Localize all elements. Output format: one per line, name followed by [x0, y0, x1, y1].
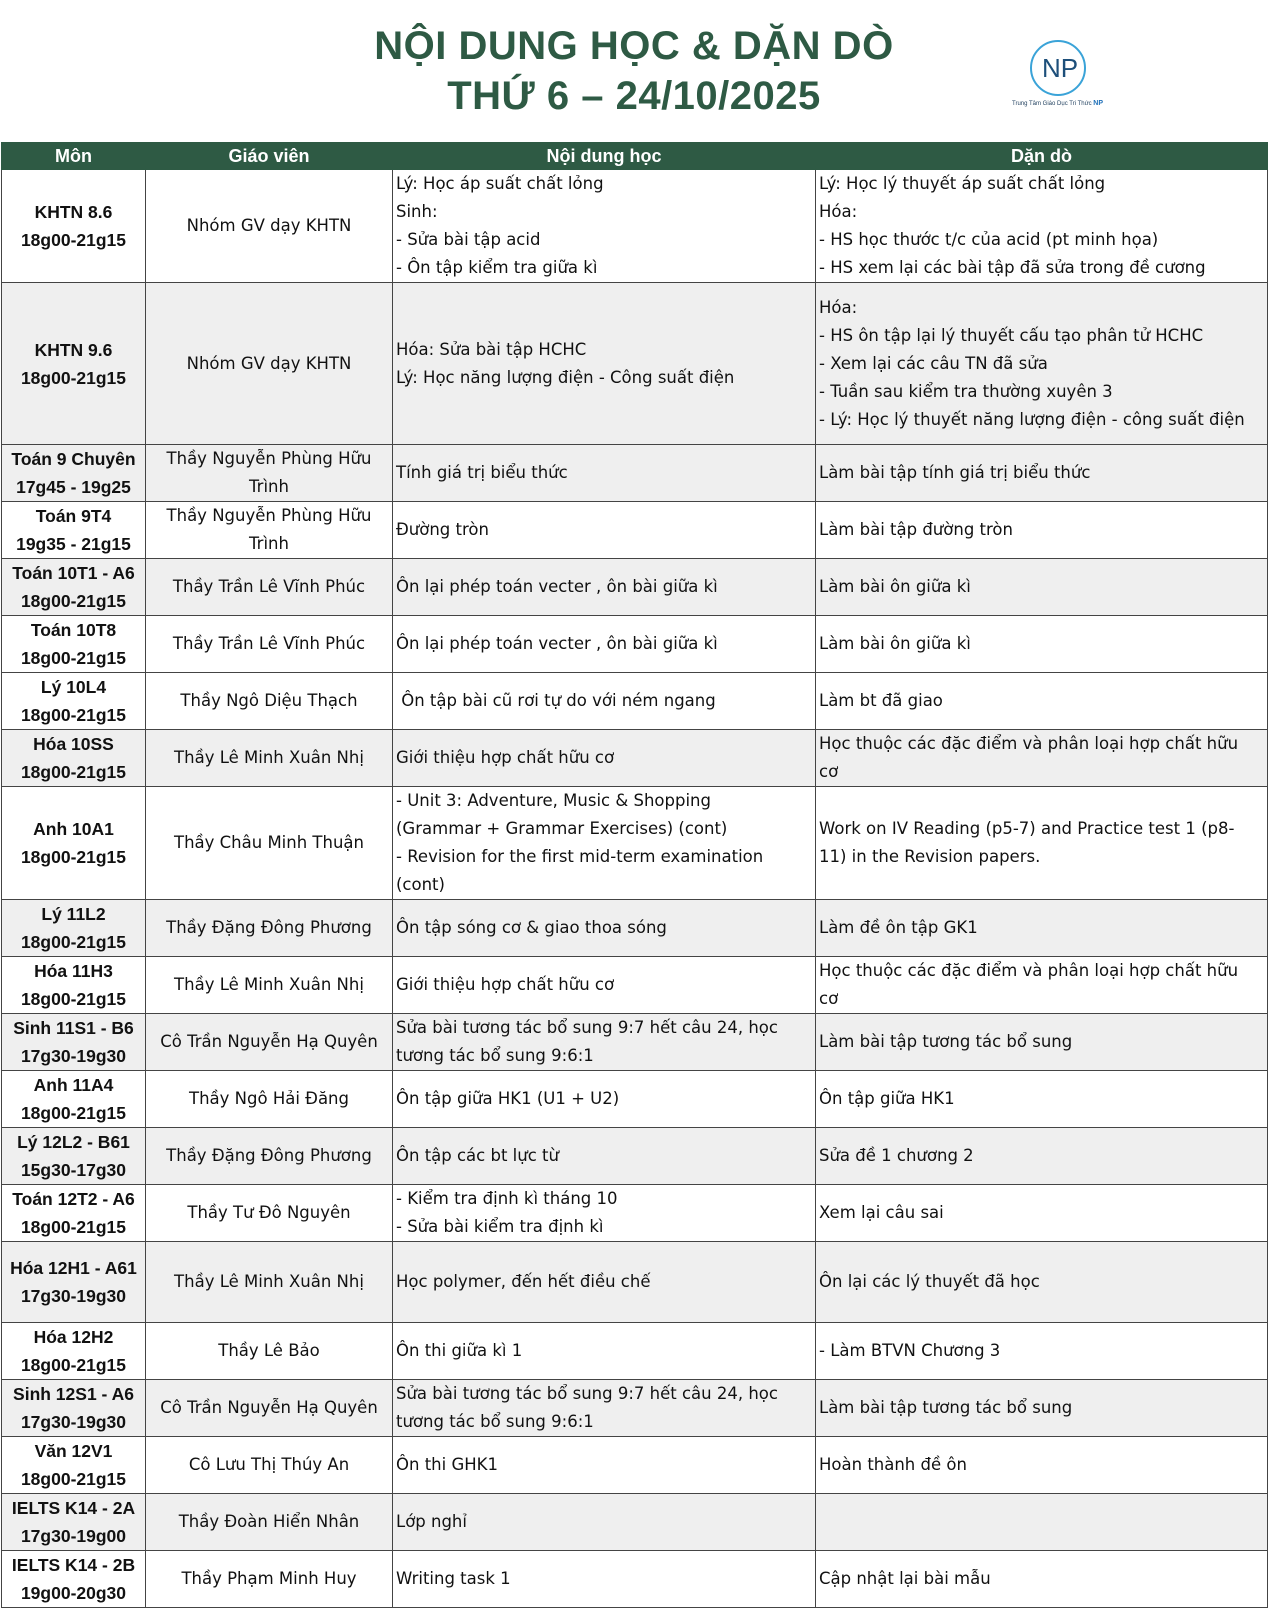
subject-name: Sinh 12S1 - A6	[13, 1384, 134, 1404]
subject-cell	[2, 730, 146, 787]
homework-cell	[816, 730, 1268, 787]
content-cell	[393, 1128, 816, 1185]
table-row	[2, 1437, 1268, 1494]
subject-cell	[2, 1551, 146, 1608]
teacher-cell: Thầy Tư Đô Nguyên	[146, 1185, 393, 1242]
subject-name: Hóa 12H1 - A61	[10, 1258, 137, 1278]
homework-line: Làm bài tập tương tác bổ sung	[819, 1032, 1073, 1051]
table-row	[2, 1014, 1268, 1071]
homework-line: Làm bt đã giao	[819, 691, 943, 710]
content-line: Lý: Học áp suất chất lỏng	[396, 174, 604, 193]
subject-cell	[2, 1128, 146, 1185]
homework-line: Xem lại câu sai	[819, 1203, 944, 1222]
homework-line: Làm bài tập tương tác bổ sung	[819, 1398, 1073, 1417]
content-line: Tính giá trị biểu thức	[396, 463, 568, 482]
content-line: Lớp nghỉ	[396, 1512, 467, 1531]
table-row	[2, 1071, 1268, 1128]
page-title: NỘI DUNG HỌC & DẶN DÒ	[374, 24, 894, 68]
teacher-cell: Thầy Lê Bảo	[146, 1323, 393, 1380]
content-cell	[393, 1071, 816, 1128]
class-time: 18g00-21g15	[20, 1103, 127, 1123]
homework-line: Học thuộc các đặc điểm và phân loại hợp chất hữu	[819, 734, 1239, 753]
content-line: Ôn thi giữa kì 1	[396, 1341, 523, 1360]
table-row	[2, 787, 1268, 900]
content-line: - Ôn tập kiểm tra giữa kì	[396, 258, 598, 277]
table-row	[2, 1551, 1268, 1608]
content-cell	[393, 730, 816, 787]
subject-name: Lý 12L2 - B61	[17, 1132, 130, 1152]
homework-cell	[816, 1551, 1268, 1608]
page-header	[0, 0, 1268, 140]
table-header-row	[2, 143, 1268, 170]
subject-cell	[2, 283, 146, 445]
subject-name: Toán 12T2 - A6	[12, 1189, 135, 1209]
class-time: 17g30-19g00	[20, 1526, 127, 1546]
column-header-content: Nội dung học	[393, 143, 816, 170]
content-line: Ôn tập các bt lực từ	[396, 1146, 559, 1165]
table-row	[2, 730, 1268, 787]
content-cell	[393, 787, 816, 900]
content-line: Ôn lại phép toán vecter , ôn bài giữa kì	[396, 577, 718, 596]
homework-line: - Lý: Học lý thuyết năng lượng điện - công suất điện	[819, 409, 1245, 429]
subject-cell	[2, 1185, 146, 1242]
homework-cell	[816, 1128, 1268, 1185]
homework-cell	[816, 616, 1268, 673]
teacher-cell: Thầy Lê Minh Xuân Nhị	[146, 1242, 393, 1323]
subject-cell	[2, 900, 146, 957]
class-time: 17g30-19g30	[20, 1412, 127, 1432]
homework-line: Làm bài tập tính giá trị biểu thức	[819, 463, 1091, 482]
table-row	[2, 1242, 1268, 1323]
homework-cell	[816, 559, 1268, 616]
table-row	[2, 616, 1268, 673]
content-line: - Unit 3: Adventure, Music & Shopping	[396, 791, 711, 810]
content-line: Writing task 1	[396, 1569, 511, 1588]
subject-name: IELTS K14 - 2B	[11, 1555, 136, 1575]
homework-line: Ôn lại các lý thuyết đã học	[819, 1272, 1040, 1291]
table-row	[2, 1380, 1268, 1437]
column-header-homework: Dặn dò	[816, 143, 1268, 170]
content-line: Ôn lại phép toán vecter , ôn bài giữa kì	[396, 634, 718, 653]
column-header-subject: Môn	[2, 143, 146, 170]
content-cell	[393, 445, 816, 502]
homework-line: Làm bài ôn giữa kì	[819, 634, 971, 653]
homework-line: Hóa:	[819, 202, 858, 221]
content-line: tương tác bổ sung 9:6:1	[396, 1412, 594, 1431]
teacher-cell: Cô Trần Nguyễn Hạ Quyên	[146, 1380, 393, 1437]
subject-name: Toán 10T1 - A6	[12, 563, 135, 583]
teacher-cell: Thầy Châu Minh Thuận	[146, 787, 393, 900]
homework-cell	[816, 1014, 1268, 1071]
content-cell	[393, 900, 816, 957]
class-time: 18g00-21g15	[20, 367, 127, 388]
homework-cell	[816, 1323, 1268, 1380]
content-cell	[393, 673, 816, 730]
content-cell	[393, 1551, 816, 1608]
homework-line: Cập nhật lại bài mẫu	[819, 1569, 991, 1588]
table-row	[2, 1185, 1268, 1242]
class-time: 18g00-21g15	[20, 932, 127, 952]
content-cell	[393, 1380, 816, 1437]
content-line: Giới thiệu hợp chất hữu cơ	[396, 748, 615, 767]
table-row	[2, 445, 1268, 502]
homework-line: Làm bài ôn giữa kì	[819, 577, 971, 596]
table-row	[2, 1323, 1268, 1380]
homework-cell	[816, 787, 1268, 900]
subject-name: Hóa 12H2	[33, 1327, 114, 1347]
content-cell	[393, 1437, 816, 1494]
column-header-teacher: Giáo viên	[146, 143, 393, 170]
subject-name: KHTN 8.6	[34, 202, 113, 222]
content-line: Đường tròn	[396, 520, 489, 539]
class-time: 17g30-19g30	[20, 1046, 127, 1066]
homework-line: - HS học thước t/c của acid (pt minh họa)	[819, 230, 1159, 249]
subject-name: Toán 9 Chuyên	[11, 449, 136, 469]
subject-cell	[2, 616, 146, 673]
homework-line: Lý: Học lý thuyết áp suất chất lỏng	[819, 174, 1106, 193]
content-cell	[393, 1242, 816, 1323]
table-body	[2, 170, 1268, 1608]
subject-name: IELTS K14 - 2A	[11, 1498, 136, 1518]
teacher-cell: Thầy Lê Minh Xuân Nhị	[146, 730, 393, 787]
class-time: 17g45 - 19g25	[16, 477, 131, 497]
subject-name: Toán 10T8	[30, 620, 117, 640]
content-line: Sửa bài tương tác bổ sung 9:7 hết câu 24, học	[396, 1384, 778, 1403]
subject-name: Anh 10A1	[33, 819, 114, 839]
subject-name: Anh 11A4	[33, 1075, 114, 1095]
content-line: Giới thiệu hợp chất hữu cơ	[396, 975, 615, 994]
content-line: (cont)	[396, 875, 445, 894]
homework-line: Làm bài tập đường tròn	[819, 520, 1013, 539]
content-line: Sửa bài tương tác bổ sung 9:7 hết câu 24, học	[396, 1018, 778, 1037]
class-time: 19g35 - 21g15	[16, 534, 131, 554]
subject-cell	[2, 787, 146, 900]
class-time: 18g00-21g15	[20, 1355, 127, 1375]
teacher-cell: Cô Trần Nguyễn Hạ Quyên	[146, 1014, 393, 1071]
content-line: - Sửa bài tập acid	[396, 230, 541, 249]
subject-name: Hóa 11H3	[34, 961, 113, 981]
subject-cell	[2, 1494, 146, 1551]
subject-cell	[2, 1380, 146, 1437]
teacher-cell: Thầy Đặng Đông Phương	[146, 1128, 393, 1185]
content-line: Ôn thi GHK1	[396, 1455, 498, 1474]
class-time: 18g00-21g15	[20, 591, 127, 611]
content-line: Lý: Học năng lượng điện - Công suất điện	[396, 367, 735, 387]
homework-cell	[816, 1242, 1268, 1323]
table-row	[2, 283, 1268, 445]
table-row	[2, 170, 1268, 283]
homework-line: Sửa đề 1 chương 2	[819, 1146, 974, 1165]
class-time: 18g00-21g15	[20, 230, 127, 250]
teacher-cell: Thầy Lê Minh Xuân Nhị	[146, 957, 393, 1014]
class-time: 18g00-21g15	[20, 762, 127, 782]
subject-cell	[2, 957, 146, 1014]
homework-cell	[816, 1437, 1268, 1494]
subject-name: Toán 9T4	[35, 506, 112, 526]
homework-line: Work on IV Reading (p5-7) and Practice test 1 (p8-	[819, 819, 1235, 838]
class-time: 18g00-21g15	[20, 847, 127, 867]
homework-line: Học thuộc các đặc điểm và phân loại hợp chất hữu	[819, 961, 1239, 980]
teacher-cell: Thầy Phạm Minh Huy	[146, 1551, 393, 1608]
content-cell	[393, 559, 816, 616]
homework-line: - HS xem lại các bài tập đã sửa trong đề cương	[819, 258, 1206, 277]
teacher-cell: Thầy Đoàn Hiển Nhân	[146, 1494, 393, 1551]
content-line: tương tác bổ sung 9:6:1	[396, 1046, 594, 1065]
table-row	[2, 1494, 1268, 1551]
content-line: (Grammar + Grammar Exercises) (cont)	[396, 819, 728, 838]
logo-caption-text: Trung Tâm Giáo Dục Tri Thức	[1012, 101, 1092, 107]
teacher-cell: Nhóm GV dạy KHTN	[146, 170, 393, 283]
content-cell	[393, 502, 816, 559]
class-time: 19g00-20g30	[20, 1583, 127, 1603]
class-time: 15g30-17g30	[20, 1160, 127, 1180]
class-time: 18g00-21g15	[20, 1469, 127, 1489]
content-line: - Sửa bài kiểm tra định kì	[396, 1217, 604, 1236]
teacher-cell: Thầy Ngô Hải Đăng	[146, 1071, 393, 1128]
subject-cell	[2, 1071, 146, 1128]
content-line: - Revision for the first mid-term examination	[396, 847, 764, 866]
subject-name: Lý 10L4	[40, 677, 107, 697]
homework-line: - Xem lại các câu TN đã sửa	[819, 353, 1048, 373]
homework-line: cơ	[819, 989, 839, 1008]
content-line: Ôn tập bài cũ rơi tự do với ném ngang	[396, 691, 716, 710]
content-line: Ôn tập sóng cơ & giao thoa sóng	[396, 918, 667, 937]
content-cell	[393, 283, 816, 445]
table-row	[2, 1128, 1268, 1185]
subject-name: Văn 12V1	[34, 1441, 113, 1461]
subject-cell	[2, 1242, 146, 1323]
homework-cell	[816, 1380, 1268, 1437]
teacher-cell: Nhóm GV dạy KHTN	[146, 283, 393, 445]
subject-cell	[2, 170, 146, 283]
homework-line: 11) in the Revision papers.	[819, 847, 1041, 866]
subject-name: Hóa 10SS	[33, 734, 114, 754]
homework-cell	[816, 1185, 1268, 1242]
subject-cell	[2, 673, 146, 730]
content-cell	[393, 1185, 816, 1242]
class-time: 18g00-21g15	[20, 1217, 127, 1237]
subject-cell	[2, 445, 146, 502]
page-date: THỨ 6 – 24/10/2025	[447, 74, 821, 118]
homework-cell	[816, 502, 1268, 559]
table-row	[2, 673, 1268, 730]
content-cell	[393, 1014, 816, 1071]
subject-name: Lý 11L2	[41, 904, 106, 924]
homework-cell	[816, 1494, 1268, 1551]
teacher-cell: Thầy Ngô Diệu Thạch	[146, 673, 393, 730]
class-time: 18g00-21g15	[20, 705, 127, 725]
homework-line: Ôn tập giữa HK1	[819, 1089, 955, 1108]
class-time: 18g00-21g15	[20, 989, 127, 1009]
subject-name: KHTN 9.6	[34, 339, 113, 360]
homework-cell	[816, 673, 1268, 730]
logo-text: NP	[1041, 53, 1079, 83]
subject-cell	[2, 1437, 146, 1494]
content-line: - Kiểm tra định kì tháng 10	[396, 1189, 618, 1208]
table-row	[2, 502, 1268, 559]
teacher-cell: Thầy Trần Lê Vĩnh Phúc	[146, 559, 393, 616]
teacher-cell: Thầy Nguyễn Phùng Hữu Trình	[146, 445, 393, 502]
content-cell	[393, 616, 816, 673]
homework-line: - HS ôn tập lại lý thuyết cấu tạo phân tử HCHC	[819, 325, 1204, 345]
subject-cell	[2, 1014, 146, 1071]
content-cell	[393, 957, 816, 1014]
subject-cell	[2, 502, 146, 559]
teacher-cell: Thầy Nguyễn Phùng Hữu Trình	[146, 502, 393, 559]
homework-line: Hoàn thành đề ôn	[819, 1455, 967, 1474]
homework-line: - Tuần sau kiểm tra thường xuyên 3	[819, 381, 1113, 401]
homework-line: cơ	[819, 762, 839, 781]
homework-cell	[816, 1071, 1268, 1128]
content-cell	[393, 1494, 816, 1551]
class-time: 17g30-19g30	[20, 1286, 127, 1306]
table-row	[2, 957, 1268, 1014]
logo-circle	[1030, 40, 1086, 96]
table-row	[2, 900, 1268, 957]
logo	[1012, 38, 1128, 118]
homework-cell	[816, 900, 1268, 957]
content-cell	[393, 1323, 816, 1380]
schedule-table	[1, 142, 1268, 1608]
homework-cell	[816, 957, 1268, 1014]
logo-caption-brand: NP	[1093, 100, 1104, 107]
teacher-cell: Thầy Đặng Đông Phương	[146, 900, 393, 957]
homework-cell	[816, 283, 1268, 445]
homework-cell	[816, 445, 1268, 502]
content-line: Ôn tập giữa HK1 (U1 + U2)	[396, 1089, 620, 1108]
class-time: 18g00-21g15	[20, 648, 127, 668]
homework-line: - Làm BTVN Chương 3	[819, 1341, 1001, 1360]
content-line: Học polymer, đến hết điều chế	[396, 1272, 651, 1291]
logo-caption	[1012, 100, 1128, 107]
subject-name: Sinh 11S1 - B6	[13, 1018, 134, 1038]
teacher-cell: Thầy Trần Lê Vĩnh Phúc	[146, 616, 393, 673]
content-line: Hóa: Sửa bài tập HCHC	[396, 339, 587, 359]
subject-cell	[2, 1323, 146, 1380]
homework-cell	[816, 170, 1268, 283]
teacher-cell: Cô Lưu Thị Thúy An	[146, 1437, 393, 1494]
homework-line: Hóa:	[819, 297, 858, 317]
content-cell	[393, 170, 816, 283]
content-line: Sinh:	[396, 202, 438, 221]
table-row	[2, 559, 1268, 616]
subject-cell	[2, 559, 146, 616]
homework-line: Làm đề ôn tập GK1	[819, 918, 978, 937]
